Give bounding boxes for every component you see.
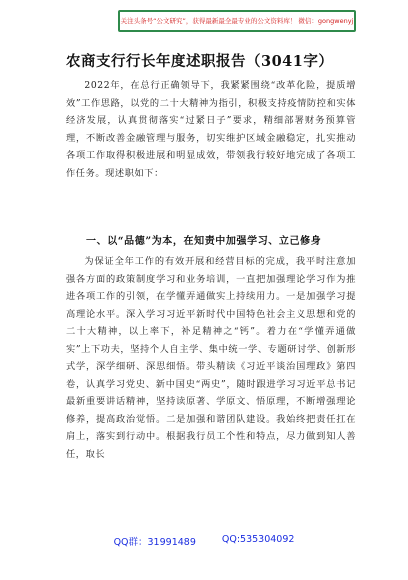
footer-contact bbox=[0, 534, 408, 548]
promo-banner bbox=[118, 10, 356, 32]
qq-group-text: QQ群：31991489 bbox=[113, 537, 196, 548]
promo-text: 关注头条号“公文研究”，获得最新最全最专业的公文资料库！ 微信：gongwenyj bbox=[120, 16, 354, 25]
qq-text: QQ:535304092 bbox=[221, 534, 295, 545]
section-1-paragraph: 为保证全年工作的有效开展和经营目标的完成，我平时注意加强各方面的政策制度学习和业务培训，一直把加强理论学习作为推进各项工作的引领，在学懂弄通做实上持续用力。一是加强学习提高理论水平。深入学习习近平新时代中国特色社会主义思想和党的二十大精神，以上率下，补足精神之“钙”。着力在“学懂弄通做实”上下功夫，坚持个人自主学、集中统一学、专题研讨学、创新形式学，深学细研、深思细悟。带头精读《习近平谈治国理政》第四卷，认真学习党史、新中国史“两史”，随时跟进学习习近平总书记最新重要讲话精神，坚持读原著、学原文、悟原理，不断增强理论修养，提高政治觉悟。二是加强和谐团队建设。我始终把责任扛在肩上，落实到行动中。根据我行员工个性和特点，尽力做到知人善任，取长 bbox=[66, 256, 356, 460]
document-title: 农商支行行长年度述职报告（3041字） bbox=[66, 53, 334, 70]
section-heading-1: 一、以“品德”为本，在知责中加强学习、立己修身 bbox=[86, 236, 322, 247]
intro-paragraph: 2022年，在总行正确领导下，我紧紧围绕“改革化险，提质增效”工作思路，以党的二十大精神为指引，积极支持疫情防控和实体经济发展，认真贯彻落实“过紧日子”要求，精细部署财务预算管理，不断改善金融管理与服务，切实维护区域金融稳定，扎实推动各项工作取得积极进展和明显成效，带领我行较好地完成了各项工作任务。现述职如下： bbox=[66, 80, 356, 179]
